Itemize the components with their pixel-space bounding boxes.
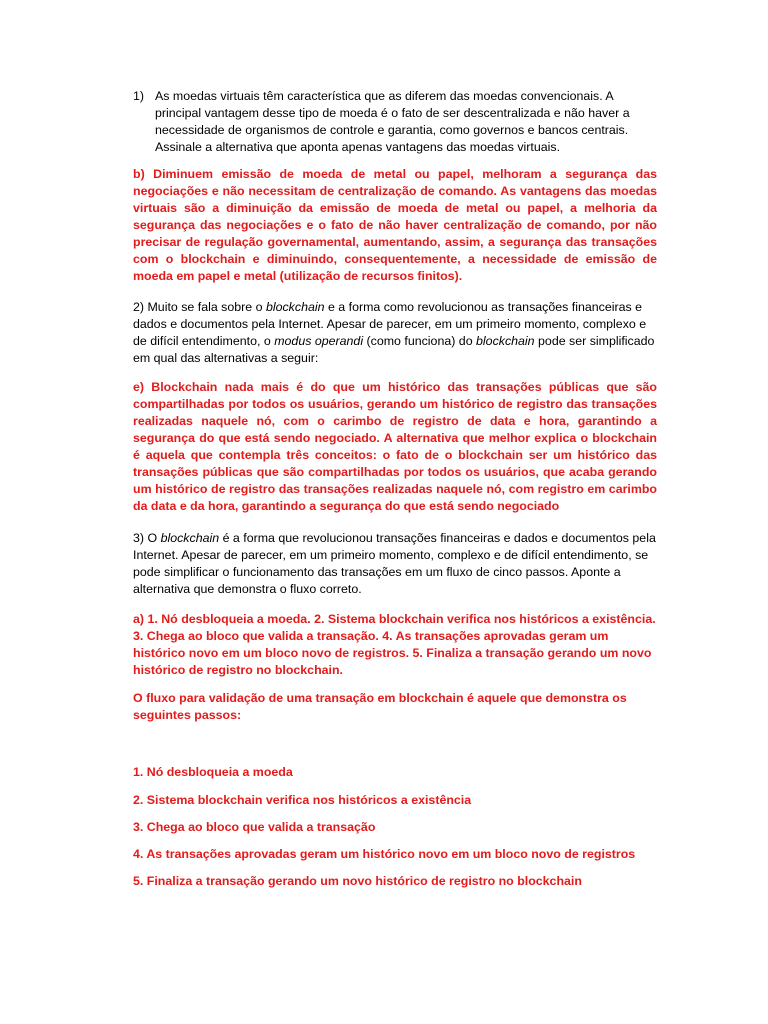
question-2-number: 2) — [133, 300, 145, 314]
question-3-number: 3) — [133, 531, 145, 545]
question-3-text-1: O — [147, 531, 161, 545]
question-1-text: As moedas virtuais têm característica que as diferem das moedas convencionais. A principal vantagem desse tipo de moeda é o fato de ser descentralizada e não haver a necessidade de organismos de controle e garantia, como governos e bancos centrais. Assinale a alternativa que aponta apenas vantagens das moedas virtuais. — [155, 89, 630, 154]
flow-step-5: 5. Finaliza a transação gerando um novo histórico de registro no blockchain — [133, 874, 582, 888]
answer-1: b) Diminuem emissão de moeda de metal ou papel, melhoram a segurança das negociações e não necessitam de centralização de comando. As vantagens das moedas virtuais são a diminuição da emissão de moeda de metal ou papel, a melhoria da segurança das negociações e o fato de não haver centralização de comando, por não precisar de regulação governamental, aumentando, assim, a segurança das transações com o blockchain e diminuindo, consequentemente, a necessidade de emissão de moeda em papel e metal (utilização de recursos finitos). — [133, 167, 657, 283]
question-3-italic-1: blockchain — [160, 531, 220, 545]
answer-3: a) 1. Nó desbloqueia a moeda. 2. Sistema blockchain verifica nos históricos a existência. 3. Chega ao bloco que valida a transação. 4. As transações aprovadas geram um histórico novo em um bloco novo de registros. 5. Finaliza a transação gerando um novo histórico de registro no blockchain. — [133, 612, 656, 677]
question-2 — [133, 299, 657, 367]
question-3 — [133, 530, 657, 598]
question-2-text-1: Muito se fala sobre o — [147, 300, 266, 314]
flow-step-3: 3. Chega ao bloco que valida a transação — [133, 820, 376, 834]
question-2-text-4: pode ser simplificado em qual das alternativas a seguir: — [133, 334, 655, 365]
answer-3-explanation: O fluxo para validação de uma transação em blockchain é aquele que demonstra os seguintes passos: — [133, 691, 627, 722]
question-2-italic-3: blockchain — [476, 334, 535, 348]
flow-step-4: 4. As transações aprovadas geram um histórico novo em um bloco novo de registros — [133, 847, 636, 861]
question-3-text-2: é a forma que revolucionou transações financeiras e dados e documentos pela Internet. Apesar de parecer, em um primeiro momento, complexo e de difícil entendimento, se pode simplificar o funcionamento das transações em um fluxo de cinco passos. Aponte a alternativa que demonstra o fluxo correto. — [133, 531, 656, 596]
flow-step-2: 2. Sistema blockchain verifica nos históricos a existência — [133, 793, 472, 807]
question-1-number: 1) — [133, 89, 145, 103]
answer-2: e) Blockchain nada mais é do que um histórico das transações públicas que são compartilhadas por todos os usuários, gerando um histórico de registro das transações realizadas naquele nó, com o carimbo de registro de data e hora, garantindo a segurança do que está sendo negociado. A alternativa que melhor explica o blockchain é aquela que contempla três conceitos: o fato de o blockchain ser um histórico das transações públicas que são compartilhadas por todos os usuários, que acaba gerando um histórico de registro das transações realizadas naquele nó, com registro em carimbo da data e da hora, garantindo a segurança do que está sendo negociado — [133, 380, 657, 513]
question-2-text-2: e a forma como revolucionou as transações financeiras e dados e documentos pela Internet. Apesar de parecer, em um primeiro momento, complexo e de difícil entendimento, o — [133, 300, 647, 348]
flow-step-1: 1. Nó desbloqueia a moeda — [133, 765, 293, 779]
question-2-text-3: (como funciona) do — [363, 334, 477, 348]
question-2-italic-1: blockchain — [265, 300, 325, 314]
question-2-italic-2: modus operandi — [274, 334, 364, 348]
